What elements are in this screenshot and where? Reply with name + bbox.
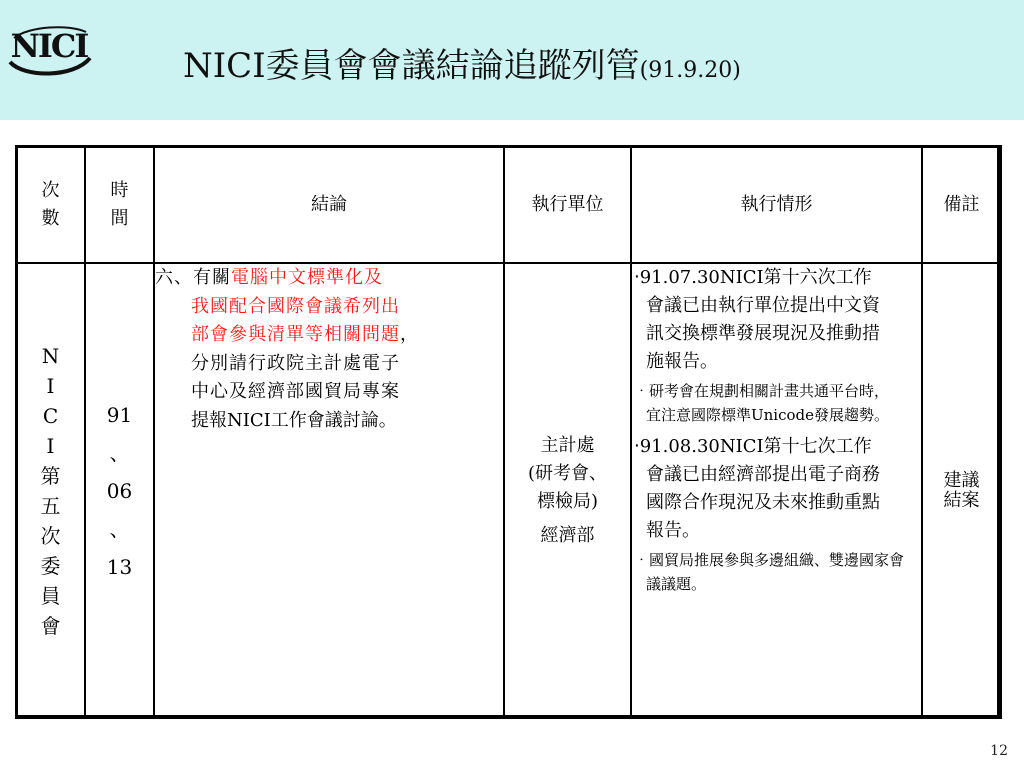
- page-number: 12: [990, 743, 1008, 759]
- conclusion-line-4: 分別請行政院主計處電子: [191, 352, 400, 374]
- title-main: NICI委員會會議結論追蹤列管: [183, 46, 640, 86]
- session-cell: [16, 263, 85, 718]
- conclusion-prefix: 六、有關: [155, 267, 231, 288]
- tracking-table: [15, 145, 1002, 719]
- title-date: (91.9.20): [639, 58, 741, 83]
- header-session: 次 數: [16, 146, 85, 263]
- conclusion-line-2: 我國配合國際會議希列出: [191, 295, 400, 317]
- page-title: [183, 38, 741, 87]
- logo-text: NICI: [10, 27, 88, 65]
- remark-cell: [922, 263, 1001, 718]
- table-row: [16, 263, 1001, 718]
- status-cell: [631, 263, 922, 718]
- unit-line-3: 標檢局): [536, 490, 599, 512]
- conclusion-line-5: 中心及經濟部國貿局專案: [191, 381, 400, 402]
- nici-logo: [4, 18, 94, 78]
- status-item-2: ‧研考會在規劃相關計畫共通平台時，宜注意國際標準Unicode發展趨勢。: [634, 382, 890, 424]
- title-banner: [0, 0, 1024, 120]
- header-row: [16, 146, 1001, 263]
- unit-cell: [504, 263, 631, 718]
- date-text: 91 、 06 、 13: [106, 402, 133, 579]
- header-time: 時 間: [85, 146, 154, 263]
- remark-line-1: 建議: [943, 469, 980, 491]
- conclusion-highlight-1: 電腦中文標準化及: [231, 267, 383, 288]
- status-item-4: ‧國貿局推展參與多邊組織、雙邊國家會議議題。: [634, 551, 905, 593]
- header-remark: 備註: [922, 146, 1001, 263]
- conclusion-line-3: 部會參與清單等相關問題，: [191, 324, 418, 345]
- status-item-1: ‧91.07.30NICI第十六次工作會議已由執行單位提出中文資訊交換標準發展現況及推動措施報告。: [634, 267, 880, 372]
- header-status: 執行情形: [631, 146, 922, 263]
- header-conclusion: 結論: [154, 146, 504, 263]
- unit-line-1: 主計處: [540, 434, 595, 456]
- remark-line-2: 結案: [943, 489, 980, 511]
- conclusion-cell: [154, 263, 504, 718]
- header-unit: 執行單位: [504, 146, 631, 263]
- status-item-3: ‧91.08.30NICI第十七次工作會議已由經濟部提出電子商務國際合作現況及未來推動重點報告。: [634, 436, 880, 541]
- unit-line-2: (研考會、: [527, 462, 608, 484]
- date-cell: [85, 263, 154, 718]
- unit-line-4: 經濟部: [540, 524, 595, 546]
- session-text: N I C I 第 五 次 委 員 會: [40, 343, 61, 638]
- conclusion-line-6: 提報NICI工作會議討論。: [191, 409, 397, 431]
